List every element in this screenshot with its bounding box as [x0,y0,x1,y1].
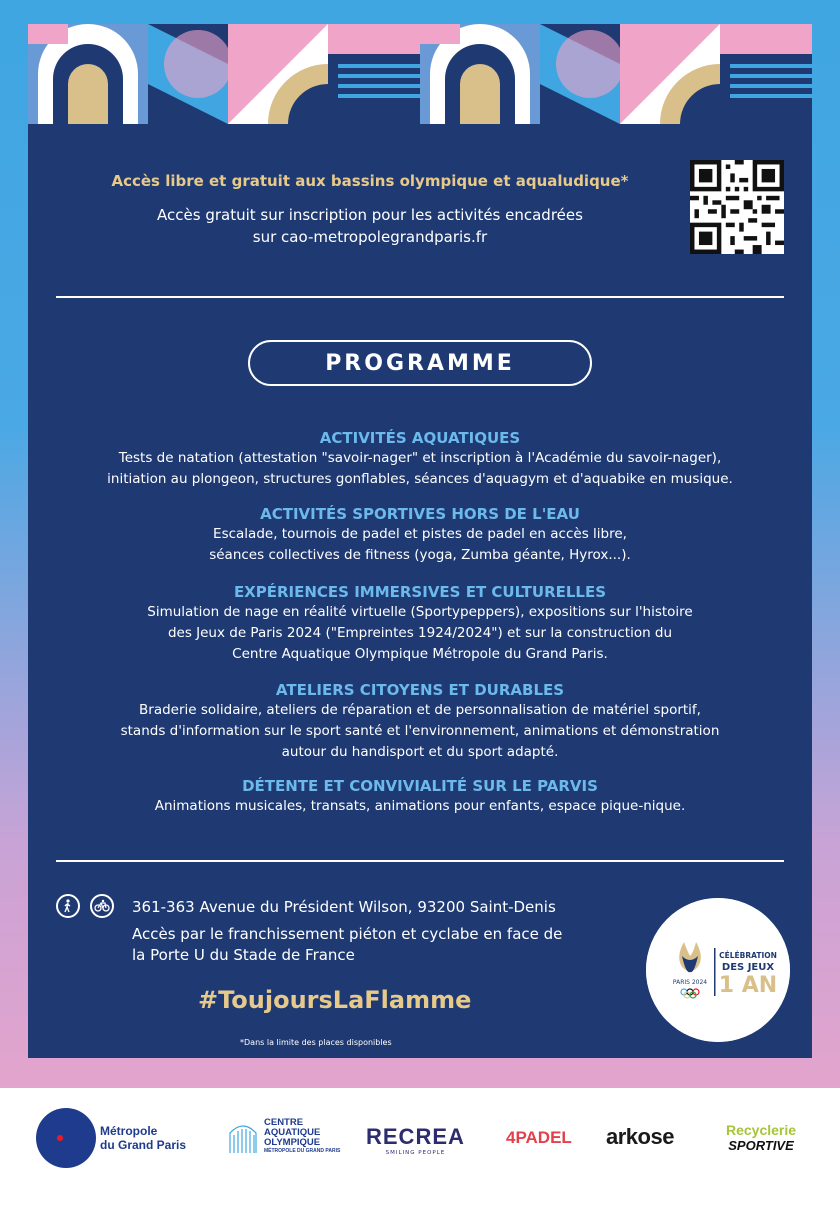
qr-code-icon[interactable] [690,160,784,254]
section-line: Centre Aquatique Olympique Métropole du Grand Paris. [232,646,608,662]
section-land-sports [48,504,792,566]
cao-sub: MÉTROPOLE DU GRAND PARIS [264,1148,341,1154]
section-line: autour du handisport et du sport adapté. [281,744,559,760]
cao-building-icon [228,1119,258,1155]
recrea-sub: SMILING PEOPLE [385,1150,446,1156]
section-line: Braderie solidaire, ateliers de réparation et de personnalisation de matériel sportif, [139,702,701,718]
section-line: initiation au plongeon, structures gonflables, séances d'aquagym et d'aquabike en musique. [107,471,733,487]
4padel-logo: 4PADEL [506,1128,572,1147]
registration-text [90,204,650,248]
section-heading: ACTIVITÉS SPORTIVES HORS DE L'EAU [260,505,580,523]
section-heading: ATELIERS CITOYENS ET DURABLES [275,681,565,699]
registration-line-1: Accès gratuit sur inscription pour les activités encadrées [157,206,583,224]
banner-pattern [28,24,812,124]
section-heading: ACTIVITÉS AQUATIQUES [319,429,521,447]
cao-line-2: AQUATIQUE [264,1127,321,1138]
recyclerie-sportive-logo [726,1122,796,1153]
section-line: Tests de natation (attestation "savoir-nager" et inscription à l'Académie du savoir-nager), [118,450,722,466]
badge-paris-label: PARIS 2024 [672,979,708,986]
section-heading: EXPÉRIENCES IMMERSIVES ET CULTURELLES [233,583,607,601]
registration-line-2[interactable]: sur cao-metropolegrandparis.fr [252,228,488,246]
section-citizen-workshops [48,680,792,763]
main-panel [28,124,812,1058]
section-line: séances collectives de fitness (yoga, Zumba géante, Hyrox...). [209,547,631,563]
section-relaxation [48,776,792,817]
decorative-banner [28,24,812,124]
section-aquatic [48,428,792,490]
paris-2024-logo [646,898,790,1042]
badge-line-3: 1 AN [718,973,778,998]
access-line-2: la Porte U du Stade de France [132,946,355,964]
section-line: Escalade, tournois de padel et pistes de padel en accès libre, [213,526,627,542]
access-line-1: Accès par le franchissement piéton et cyclabe en face de [132,925,563,943]
access-directions [132,924,632,966]
badge-line-2: DES JEUX [721,962,775,973]
divider-bottom [56,860,784,862]
free-access-text: Accès libre et gratuit aux bassins olympique et aqualudique* [111,172,629,190]
recy-line-1: Recyclerie [726,1122,797,1138]
section-heading: DÉTENTE ET CONVIVIALITÉ SUR LE PARVIS [242,777,598,795]
mgp-line-1: Métropole [100,1124,158,1138]
recrea-main: RECREA [366,1124,465,1149]
badge-line-1: CÉLÉBRATION [719,951,777,960]
divider-top [56,296,784,298]
footnote: *Dans la limite des places disponibles [240,1038,392,1047]
bicycle-icon [90,894,114,918]
section-line: des Jeux de Paris 2024 ("Empreintes 1924/2024") et sur la construction du [167,625,673,641]
cao-line-3: OLYMPIQUE [264,1137,321,1148]
globe-icon [36,1108,96,1168]
arkose-logo: arkose [606,1124,674,1149]
recrea-logo [366,1124,465,1156]
section-immersive [48,582,792,665]
anniversary-badge [646,898,790,1042]
section-line: stands d'information sur le sport santé et l'environnement, animations et démonstration [120,723,720,739]
address-text: 361-363 Avenue du Président Wilson, 93200 Saint-Denis [132,898,556,916]
mgp-line-2: du Grand Paris [100,1138,187,1152]
qr-code-graphic [690,160,784,254]
section-line: Animations musicales, transats, animations pour enfants, espace pique-nique. [154,798,686,814]
programme-label: PROGRAMME [248,340,592,386]
recy-line-2: SPORTIVE [728,1138,794,1153]
pedestrian-icon [56,894,80,918]
partners-footer [0,1088,840,1208]
section-line: Simulation de nage en réalité virtuelle (Sportypeppers), expositions sur l'histoire [147,604,693,620]
cao-logo [228,1118,340,1155]
hashtag: #ToujoursLaFlamme [198,986,472,1014]
cao-line-1: CENTRE [264,1117,304,1128]
metropole-grand-paris-logo [36,1108,186,1168]
